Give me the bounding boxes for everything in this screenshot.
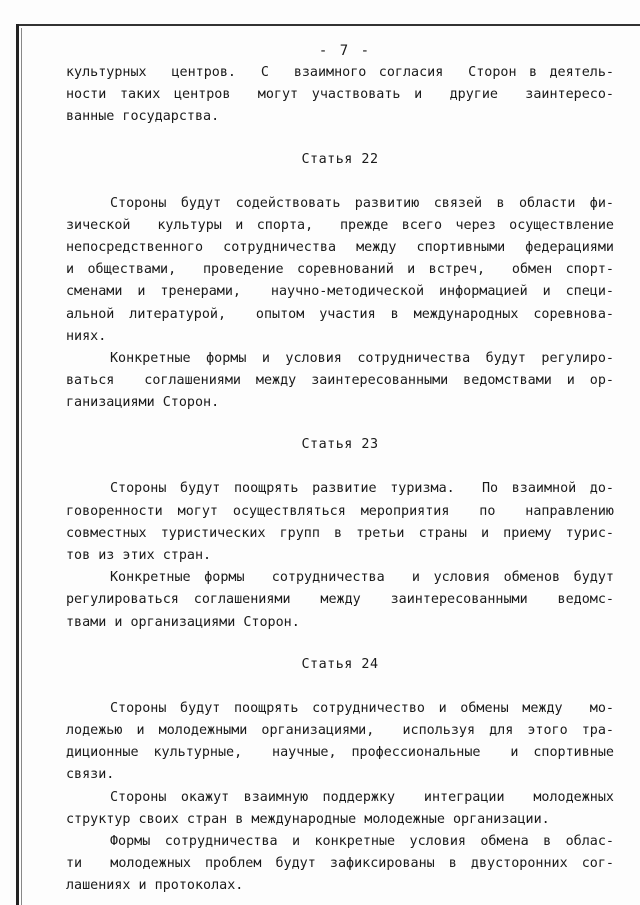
text-line: связи. [66,767,115,783]
text-line: диционные культурные, научные, профессиональные и спортивные [66,745,614,761]
text-line: Конкретные формы сотрудничества и условия обменов будут [110,570,614,586]
text-line: Стороны будут содействовать развитию связей в области фи- [110,195,614,211]
article-paragraph [66,567,614,634]
text-line: регулироваться соглашениями между заинтересованными ведомс- [66,592,614,608]
article-paragraph [66,831,614,898]
text-line: культурных центров. С взаимного согласия Сторон в деятель- [66,65,614,80]
article-22 [66,149,614,415]
text-line: ганизациями Сторон. [66,395,220,411]
article-23 [66,434,614,633]
text-line: ти молодежных проблем будут зафиксированы в двусторонних сог- [66,856,614,872]
page-number: - 7 - [318,43,372,59]
text-line: ности таких центров могут участвовать и другие заинтересо- [66,87,614,103]
text-line: ванные государства. [66,109,220,125]
article-paragraph [66,478,614,567]
text-line: непосредственного сотрудничества между спортивными федерациями [66,239,614,255]
text-line: альной литературой, опытом участия в международных соревнова- [66,306,614,322]
text-line: лашениях и протоколах. [66,878,244,894]
intro-paragraph [66,62,614,129]
page-content [66,40,614,897]
text-line: ниях. [66,328,107,344]
text-line: и обществами, проведение соревнований и встреч, обмен спорт- [66,262,614,278]
text-line: Стороны будут поощрять развитие туризма. По взаимной до- [110,481,614,497]
text-line: Стороны окажут взаимную поддержку интеграции молодежных [110,789,614,805]
text-line: тов из этих стран. [66,548,212,563]
text-line: говоренности могут осуществляться мероприятия по направлению [66,503,614,519]
text-line: Формы сотрудничества и конкретные условия обмена в облас- [110,833,614,849]
scan-border-left [16,24,19,905]
text-line: Стороны будут поощрять сотрудничество и обмены между мо- [110,700,614,716]
article-paragraph [66,787,614,831]
text-line: сменами и тренерами, научно-методической информацией и специ- [66,284,614,300]
article-paragraph [66,698,614,787]
article-paragraph [66,193,614,348]
article-heading: Статья 24 [301,656,379,672]
text-line: структур своих стран в международные молодежные организации. [66,811,550,827]
article-paragraph [66,348,614,415]
text-line: твами и организациями Сторон. [66,614,300,630]
text-line: совместных туристических групп в третьи страны и приему турис- [66,525,614,541]
scan-border-top [18,24,640,26]
text-line: лодежью и молодежными организациями, используя для этого тра- [66,722,614,738]
article-24 [66,654,614,898]
scan-border-left-inner [21,28,22,905]
article-heading: Статья 23 [301,437,379,453]
text-line: зической культуры и спорта, прежде всего через осуществление [66,217,614,233]
article-heading: Статья 22 [301,151,379,167]
text-line: ваться соглашениями между заинтересованными ведомствами и ор- [66,373,614,389]
text-line: Конкретные формы и условия сотрудничества будут регулиро- [110,350,614,366]
